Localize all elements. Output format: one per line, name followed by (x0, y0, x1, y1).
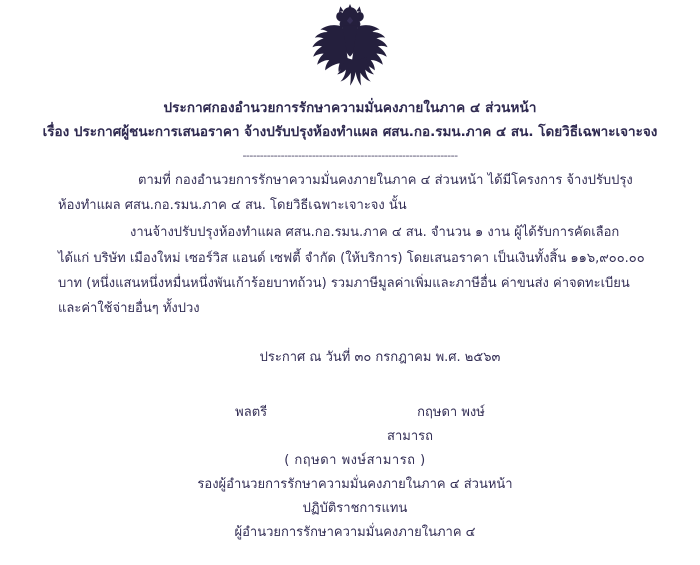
signer-position-3: ผู้อำนวยการรักษาความมั่นคงภายในภาค ๔ (234, 524, 476, 540)
signer-name-second: สามารถ (387, 428, 433, 444)
signature-name-row (40, 401, 660, 425)
signer-position-1: รองผู้อำนวยการรักษาความมั่นคงภายในภาค ๔ ส่วนหน้า (197, 476, 513, 492)
garuda-emblem-icon (302, 4, 398, 92)
divider: -------------------------------------------------------------- (242, 148, 458, 162)
paragraph-2-text: งานจ้างปรับปรุงห้องทำแผล ศสน.กอ.รมน.ภาค ๔ สน. จำนวน ๑ งาน ผู้ได้รับการคัดเลือก ได้แก่ บริษัท เมืองใหม่ เซอร์วิส แอนด์ เซฟตี้ จำกัด (ให้บริการ) โดยเสนอราคา เป็นเงินทั้งสิ้น ๑๑๖,๙๐๐.๐๐ บาท (หนึ่งแสนหนึ่งหมื่นหนึ่งพันเก้าร้อยบาทถ้วน) รวมภาษีมูลค่าเพิ่มและภาษีอื่น ค่าขนส่ง ค่าจดทะเบียน และค่าใช้จ่ายอื่นๆ ทั้งปวง (58, 225, 645, 317)
document-body (40, 168, 660, 322)
title-block (40, 98, 660, 143)
emblem-container (40, 0, 660, 96)
paragraph-2 (58, 220, 648, 321)
signer-position-2: ปฏิบัติราชการแทน (302, 500, 408, 516)
paragraph-1 (58, 168, 648, 219)
signature-block (40, 401, 660, 545)
document-title: ประกาศกองอำนวยการรักษาความมั่นคงภายในภาค ๔ ส่วนหน้า (163, 100, 537, 116)
document-subtitle: เรื่อง ประกาศผู้ชนะการเสนอราคา จ้างปรับปรุงห้องทำแผล ศสน.กอ.รมน.ภาค ๔ สน. โดยวิธีเฉพาะเจาะจง (42, 124, 658, 141)
date-line: ประกาศ ณ วันที่ ๓๐ กรกฎาคม พ.ศ. ๒๕๖๓ (259, 349, 501, 365)
signer-rank: พลตรี (235, 404, 268, 420)
signer-name-paren: ( กฤษดา พงษ์สามารถ ) (284, 452, 426, 468)
signer-name-first: กฤษดา พงษ์ (417, 404, 485, 420)
paragraph-1-text: ตามที่ กองอำนวยการรักษาความมั่นคงภายในภาค ๔ ส่วนหน้า ได้มีโครงการ จ้างปรับปรุงห้องทำแผล ศสน.กอ.รมน.ภาค ๔ สน. โดยวิธีเฉพาะเจาะจง นั้น (58, 172, 633, 213)
